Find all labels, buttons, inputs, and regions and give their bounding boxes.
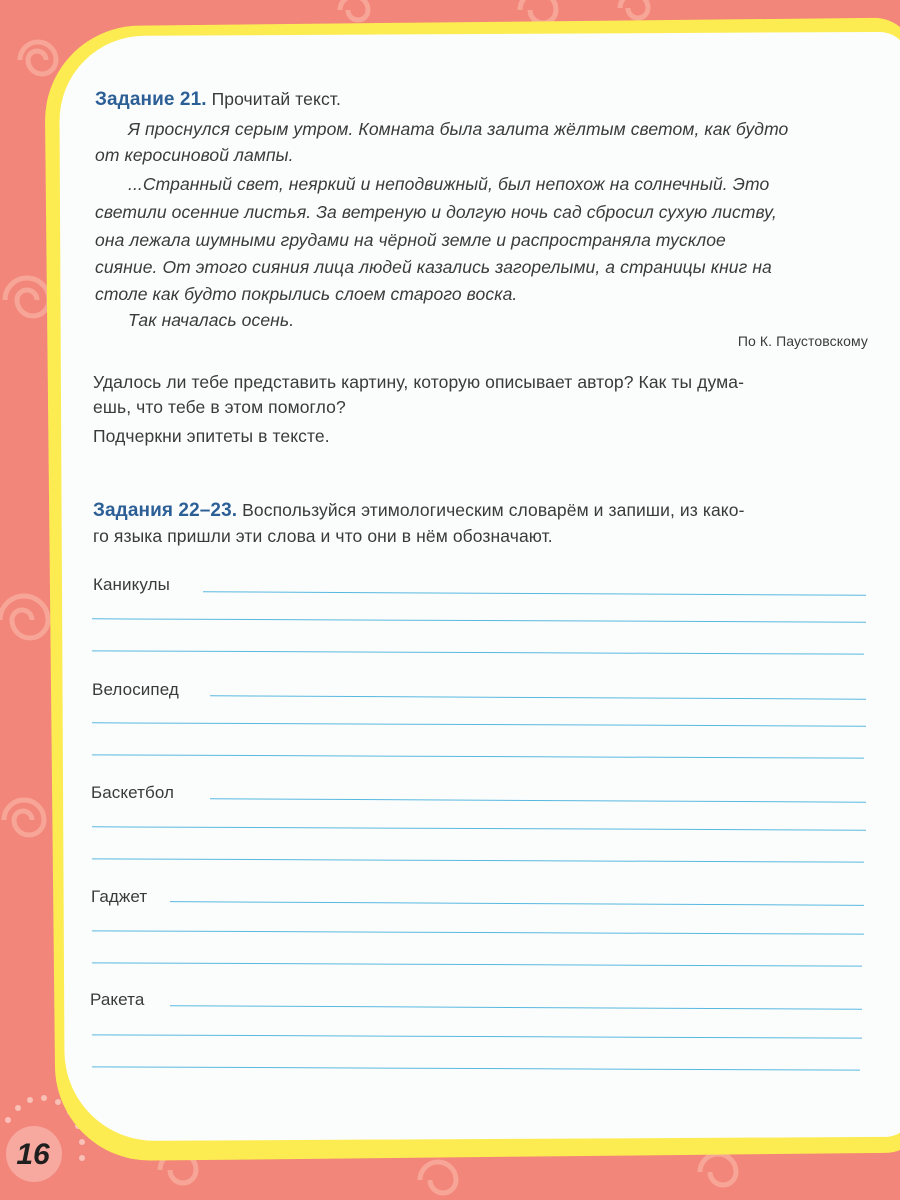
task21-header	[95, 89, 341, 111]
story-line: ...Странный свет, неяркий и неподвижный, был непохож на солнечный. Это	[128, 174, 770, 194]
word-label: Велосипед	[92, 680, 179, 699]
task21-assignment: Подчеркни эпитеты в тексте.	[93, 426, 330, 446]
story-source: По К. Паустовскому	[737, 333, 868, 349]
word-label: Баскетбол	[91, 783, 175, 802]
answer-line[interactable]	[170, 901, 864, 906]
answer-line[interactable]	[92, 930, 864, 934]
story-line: столе как будто покрылись слоем старого воска.	[95, 284, 518, 304]
task21-instruction: Прочитай текст.	[211, 89, 341, 109]
story-line: сияние. От этого сияния лица людей казались загорелыми, а страницы книг на	[95, 257, 772, 277]
story-line: Так началась осень.	[128, 310, 295, 330]
word-label: Гаджет	[91, 887, 148, 906]
answer-line[interactable]	[92, 962, 862, 966]
answer-line[interactable]	[92, 1034, 862, 1038]
answer-line[interactable]	[170, 1005, 862, 1010]
answer-line[interactable]	[92, 618, 866, 622]
answer-line[interactable]	[92, 650, 864, 654]
answer-line[interactable]	[92, 722, 866, 726]
word-label: Ракета	[90, 990, 145, 1009]
answer-line[interactable]	[92, 826, 866, 830]
answer-line[interactable]	[210, 798, 866, 802]
task2223-heading: Задания 22–23.	[93, 500, 238, 521]
question-line: ешь, что тебе в этом помогло?	[93, 397, 346, 417]
answer-line[interactable]	[92, 754, 864, 758]
answer-line[interactable]	[92, 858, 864, 862]
story-line: она лежала шумными грудами на чёрной земле и распространяла тусклое	[95, 230, 726, 250]
task2223-instruction: Воспользуйся этимологическим словарём и запиши, из како-	[242, 500, 745, 520]
story-line: от керосиновой лампы.	[95, 145, 294, 165]
story-line: Я проснулся серым утром. Комната была залита жёлтым светом, как будто	[128, 119, 789, 139]
answer-line[interactable]	[203, 591, 866, 595]
task2223-instruction-cont: го языка пришли эти слова и что они в нём обозначают.	[93, 526, 553, 546]
question-line: Удалось ли тебе представить картину, которую описывает автор? Как ты дума-	[93, 372, 745, 392]
word-label: Каникулы	[93, 575, 170, 594]
answer-line[interactable]	[92, 1066, 860, 1070]
answer-line[interactable]	[210, 695, 866, 699]
story-line: светили осенние листья. За ветреную и долгую ночь сад сбросил сухую листву,	[95, 202, 777, 222]
task21-heading: Задание 21.	[95, 89, 207, 110]
page-number: 16	[16, 1138, 50, 1171]
task2223-header	[93, 500, 745, 522]
